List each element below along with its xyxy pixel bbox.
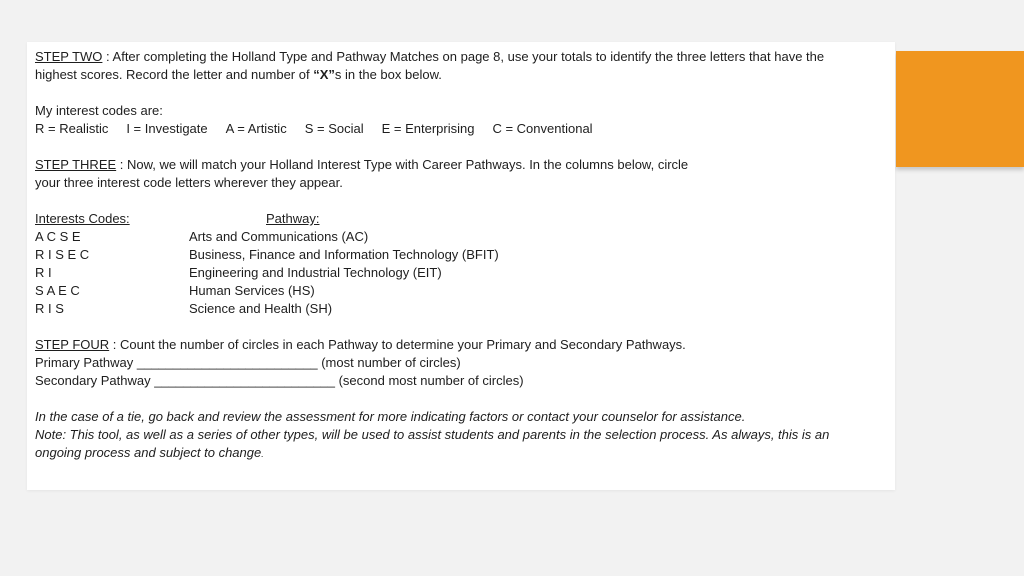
primary-pathway-line: Primary Pathway _________________________ (most number of circles) xyxy=(35,355,461,370)
code-artistic: A = Artistic xyxy=(225,121,287,136)
step-three-line-2: your three interest code letters wherever they appear. xyxy=(35,175,343,190)
row-codes: A C S E xyxy=(35,229,81,244)
table-row xyxy=(35,282,887,300)
interest-codes-intro: My interest codes are: xyxy=(35,103,163,118)
step-four-line-1 xyxy=(35,336,887,354)
table-row xyxy=(35,264,887,282)
step-three-heading: STEP THREE xyxy=(35,157,117,172)
step-two-heading: STEP TWO xyxy=(35,49,103,64)
tool-note-text: ongoing process and subject to change xyxy=(35,445,262,460)
step-three-text: : Now, we will match your Holland Interest Type with Career Pathways. In the columns below, circle xyxy=(116,157,689,172)
row-codes: R I S xyxy=(35,301,64,316)
step-two-text-2: highest scores. Record the letter and number of xyxy=(35,67,314,82)
spacer xyxy=(35,84,887,102)
spacer xyxy=(35,192,887,210)
step-two-line-1 xyxy=(35,48,887,66)
tool-note-line-1: Note: This tool, as well as a series of other types, will be used to assist students and parents in the selection process. As always, this is an xyxy=(35,427,830,442)
code-enterprising: E = Enterprising xyxy=(381,121,475,136)
worksheet-card xyxy=(27,42,895,490)
code-conventional: C = Conventional xyxy=(492,121,593,136)
row-codes: S A E C xyxy=(35,283,80,298)
header-interest-codes: Interests Codes: xyxy=(35,211,130,226)
x-mark-text: “X” xyxy=(313,67,335,82)
row-pathway: Arts and Communications (AC) xyxy=(189,229,369,244)
spacer xyxy=(35,138,887,156)
spacer xyxy=(35,390,887,408)
tie-note: In the case of a tie, go back and review the assessment for more indicating factors or contact your counselor for assistance. xyxy=(35,409,746,424)
step-four-heading: STEP FOUR xyxy=(35,337,110,352)
table-row xyxy=(35,228,887,246)
row-pathway: Engineering and Industrial Technology (EIT) xyxy=(189,265,442,280)
secondary-pathway-line: Secondary Pathway _________________________ (second most number of circles) xyxy=(35,373,524,388)
step-two-text: : After completing the Holland Type and Pathway Matches on page 8, use your totals to identify the three letters that have the xyxy=(102,49,825,64)
row-pathway: Human Services (HS) xyxy=(189,283,315,298)
pathway-table-header xyxy=(35,210,887,228)
tool-note-period: . xyxy=(261,449,264,459)
table-row xyxy=(35,246,887,264)
step-two-text-3: s in the box below. xyxy=(334,67,442,82)
row-codes: R I S E C xyxy=(35,247,90,262)
step-three-line-1 xyxy=(35,156,887,174)
spacer xyxy=(35,318,887,336)
interest-codes-list xyxy=(35,120,887,138)
step-two-line-2 xyxy=(35,66,887,84)
code-investigate: I = Investigate xyxy=(126,121,208,136)
code-realistic: R = Realistic xyxy=(35,121,109,136)
orange-accent-block xyxy=(896,51,1024,167)
row-codes: R I xyxy=(35,265,52,280)
code-social: S = Social xyxy=(304,121,364,136)
worksheet-content xyxy=(35,48,887,462)
tool-note-line-2 xyxy=(35,444,887,462)
row-pathway: Science and Health (SH) xyxy=(189,301,333,316)
row-pathway: Business, Finance and Information Technology (BFIT) xyxy=(189,247,499,262)
header-pathway: Pathway: xyxy=(266,211,320,226)
step-four-text: : Count the number of circles in each Pathway to determine your Primary and Secondary Pathways. xyxy=(109,337,686,352)
header-cell-codes xyxy=(35,210,266,228)
table-row xyxy=(35,300,887,318)
